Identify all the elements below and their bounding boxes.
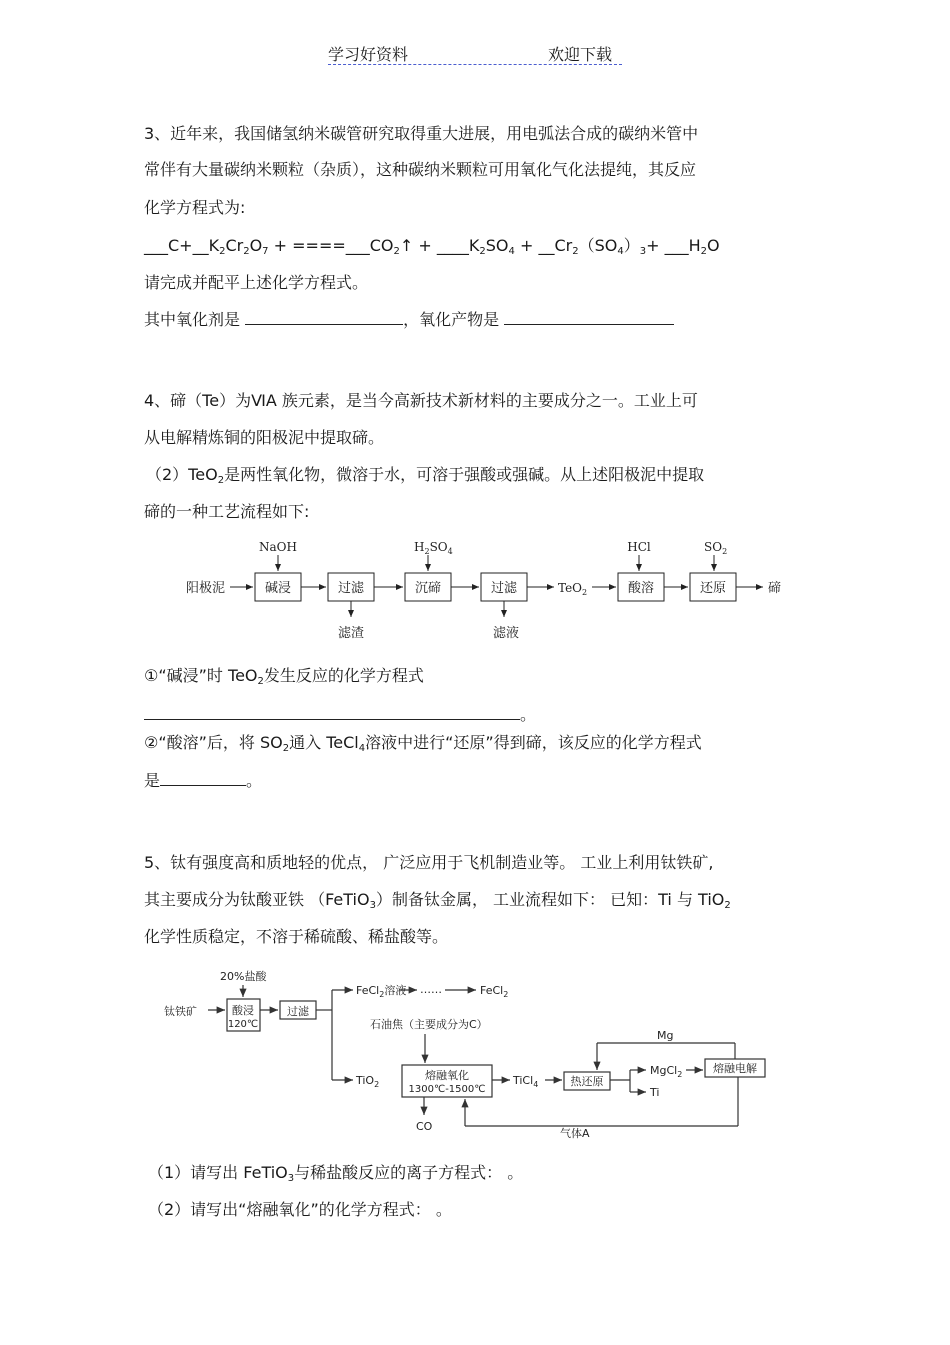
fecl2-product: FeCl$_2$ [480,984,509,999]
eq-part: ） [623,236,640,255]
reagent-hcl: HCl [627,540,651,554]
output-residue: 滤渣 [337,626,365,641]
q4-sub2-line2 [144,768,262,791]
ilmenite-label: 钛铁矿 [164,1005,197,1018]
eq-sub: 2 [479,246,486,257]
q4-sub1-sub: 2 [257,676,264,687]
mgcl2-label: MgCl$_2$ [650,1064,683,1079]
q3-line6 [144,307,674,330]
q4-sub2-e: 溶液中进行“还原”得到碲，该反应的化学方程式 [365,733,702,752]
flow-box-reduce: 还原 [699,581,727,596]
ti-label: Ti [650,1086,660,1099]
tio2-label: TiO$_2$ [356,1074,380,1089]
q4-line3-a: （2）TeO [146,465,218,484]
eq-part: O [707,236,720,255]
eq-sub: 4 [617,246,624,257]
q4-sub1-answer-blank[interactable] [144,705,520,720]
melt-oxidation-temp: 1300℃-1500℃ [408,1084,486,1095]
q4-line1: 4、碲（Te）为ⅥA 族元素，是当今高新技术新材料的主要成分之一。工业上可 [144,391,698,410]
q5-sub1-sub: 3 [287,1173,295,1184]
flow-end-label: 碲 [768,581,782,596]
flow-box-filter-2: 过滤 [490,581,518,596]
oxidant-label: 其中氧化剂是 [144,310,241,329]
reagent-hcl-20: 20%盐酸 [220,970,267,983]
eq-part: Cr [225,236,244,255]
header-right-text: 欢迎下载 [548,45,613,64]
q5-sub1-a: （1）请写出 FeTiO [148,1163,288,1182]
titanium-flow-diagram [160,963,780,1143]
flow-start-label: 阳极泥 [186,581,226,596]
eq-sub: 2 [700,246,708,257]
q4-sub2-sub2: 4 [358,743,366,754]
reagent-naoh: NaOH [259,540,297,554]
eq-sub: 2 [572,246,579,257]
oxidant-blank[interactable] [245,310,403,325]
eq-part: + __Cr [514,236,573,255]
q4-line3-c: 是两性氧化物，微溶于水，可溶于强酸或强碱。从上述阳极泥中提取 [224,465,705,484]
eq-part: O [249,236,263,255]
q4-sub2-a: ②“酸溶”后，将 SO [144,733,283,752]
petroleum-coke-label: 石油焦（主要成分为C） [370,1018,488,1031]
eq-sub: 4 [508,246,515,257]
intermediate-teo2: TeO$_2$ [558,581,588,597]
flow-box-acid-dissolve: 酸溶 [627,581,655,596]
q4-sub1-answer-line [144,702,536,725]
q4-sub1 [144,663,424,687]
reagent-so2: $SO_2$ [704,540,728,556]
q5-line1: 5、钛有强度高和质地轻的优点， 广泛应用于飞机制造业等。 工业上利用钛铁矿, [144,853,714,872]
flow-box-alkali-leach: 碱浸 [264,581,292,596]
eq-sub: 3 [639,246,647,257]
eq-sub: 2 [393,246,400,257]
thermal-reduction-box: 热还原 [570,1075,604,1088]
q4-sub2-c: 通入 TeCl [289,733,359,752]
q5-line2-c: ）制备钛金属， 工业流程如下： 已知：Ti 与 TiO [375,890,725,909]
eq-sub: 2 [219,246,226,257]
q4-line3 [146,462,704,486]
fecl2-solution: FeCl$_2$溶液 [356,984,407,999]
eq-sub: 2 [243,246,250,257]
q4-sub1-c: 发生反应的化学方程式 [263,666,424,685]
melt-oxidation-box: 熔融氧化 [425,1069,469,1082]
q3-equation [144,233,720,257]
q4-line4: 碲的一种工艺流程如下: [144,502,310,521]
oxidation-product-blank[interactable] [504,310,674,325]
q5-sub1-c: 与稀盐酸反应的离子方程式： 。 [294,1163,524,1182]
q3-line5: 请完成并配平上述化学方程式。 [144,273,369,292]
q4-line2: 从电解精炼铜的阳极泥中提取碲。 [144,428,385,447]
eq-part: （SO [578,236,618,255]
q4-sub2-period: 。 [246,771,263,790]
flow-box-filter-1: 过滤 [337,581,365,596]
q4-sub2-f: 是 [144,771,161,790]
q5-line2-sub2: 2 [724,900,731,911]
q4-sub1-a: ①“碱浸”时 TeO [144,666,258,685]
tellurium-flow-diagram [180,535,790,645]
oxidation-product-label: ，氧化产物是 [403,310,500,329]
eq-part: SO [485,236,509,255]
gas-a-label: 气体A [560,1127,590,1140]
output-filtrate: 滤液 [492,626,520,641]
q3-line2: 常伴有大量碳纳米颗粒（杂质），这种碳纳米颗粒可用氧化气化法提纯，其反应 [144,160,697,179]
eq-sub: 7 [262,246,269,257]
q5-line3: 化学性质稳定，不溶于稀硫酸、稀盐酸等。 [144,927,449,946]
q5-sub1 [148,1160,523,1184]
flow-box-precipitate: 沉碲 [414,581,442,596]
eq-part: + ___H [646,236,701,255]
q5-line2 [144,887,731,911]
q5-sub2: （2）请写出“熔融氧化”的化学方程式： 。 [148,1200,452,1219]
q5-line2-a: 其主要成分为钛酸亚铁 （FeTiO [144,890,370,909]
q4-sub2-sub1: 2 [282,743,290,754]
mg-label: Mg [657,1029,674,1042]
eq-part: ↑ + ____K [399,236,480,255]
header-left-text: 学习好资料 [328,45,409,64]
header-divider [328,64,622,65]
filter-box: 过滤 [287,1005,309,1018]
eq-part: ___C+__K [144,236,220,255]
acid-leach-box: 酸浸 [232,1004,254,1017]
ticl4-label: TiCl$_4$ [513,1074,539,1089]
q3-line3: 化学方程式为: [144,198,246,217]
q4-sub2 [144,730,702,754]
q5-line2-sub1: 3 [369,900,376,911]
q4-sub1-period: 。 [520,705,537,724]
acid-leach-temp: 120℃ [227,1019,259,1030]
melt-electrolysis-box: 熔融电解 [713,1062,757,1075]
reagent-h2so4: $H_2SO_4$ [414,540,453,556]
q3-line1: 3、近年来，我国储氢纳米碳管研究取得重大进展，用电弧法合成的碳纳米管中 [144,124,699,143]
co-label: CO [416,1120,433,1133]
eq-part: + ====___CO [268,236,394,255]
q4-sub2-answer-blank[interactable] [160,771,246,786]
process-dots: …… [420,983,442,996]
q4-line3-sub: 2 [217,475,225,486]
